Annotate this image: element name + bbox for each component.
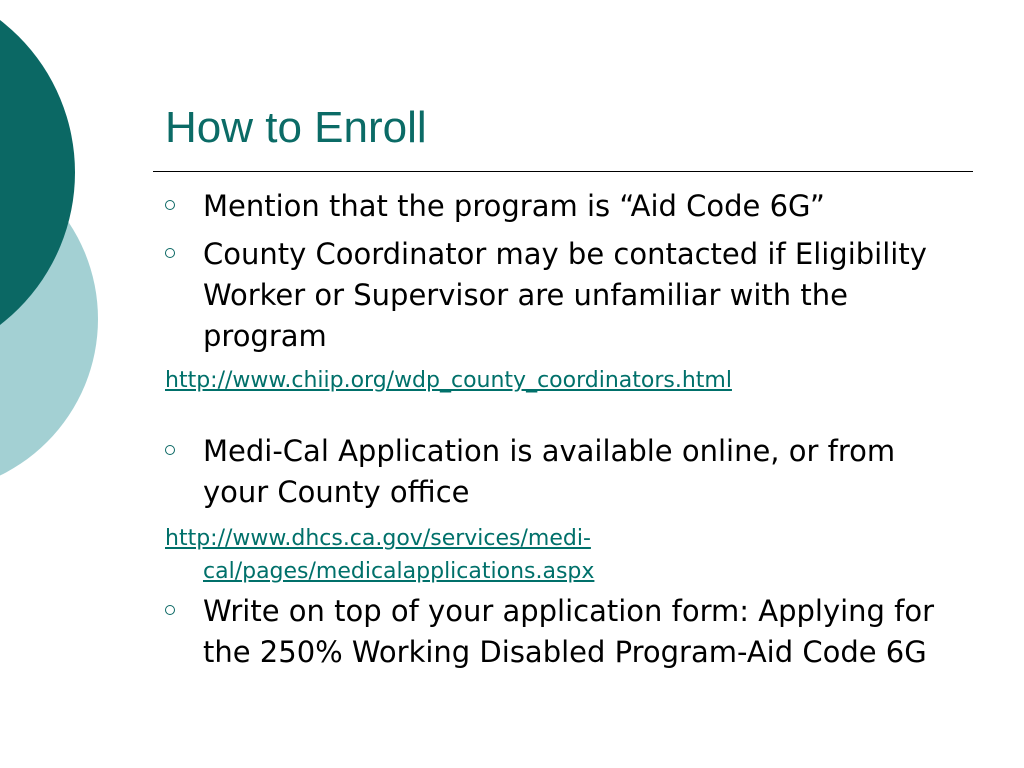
link-continuation[interactable]: cal/pages/medicalapplications.aspx xyxy=(203,559,595,584)
slide-content xyxy=(165,186,955,673)
circle-bullet-icon xyxy=(165,200,175,210)
bullet-text: Mention that the program is “Aid Code 6G” xyxy=(203,189,825,223)
title-divider xyxy=(153,171,973,172)
circle-bullet-icon xyxy=(165,248,175,258)
bullet-item xyxy=(165,186,955,227)
bullet-text: Write on top of your application form: Applying for the 250% Working Disabled Program-Aid Code 6G xyxy=(203,594,935,669)
medi-cal-applications-link[interactable]: http://www.dhcs.ca.gov/services/medi- cal/pages/medicalapplications.aspx xyxy=(165,526,595,584)
slide-title: How to Enroll xyxy=(165,103,427,152)
bullet-text: Medi-Cal Application is available online, or from your County office xyxy=(203,434,896,509)
county-coordinators-link[interactable]: http://www.chiip.org/wdp_county_coordinators.html xyxy=(165,368,732,393)
bullet-item xyxy=(165,431,955,513)
bullet-text: County Coordinator may be contacted if Eligibility Worker or Supervisor are unfamiliar with the program xyxy=(203,237,927,353)
circle-bullet-icon xyxy=(165,445,175,455)
bullet-item xyxy=(165,591,955,673)
circle-bullet-icon xyxy=(165,605,175,615)
bullet-item xyxy=(165,234,955,357)
